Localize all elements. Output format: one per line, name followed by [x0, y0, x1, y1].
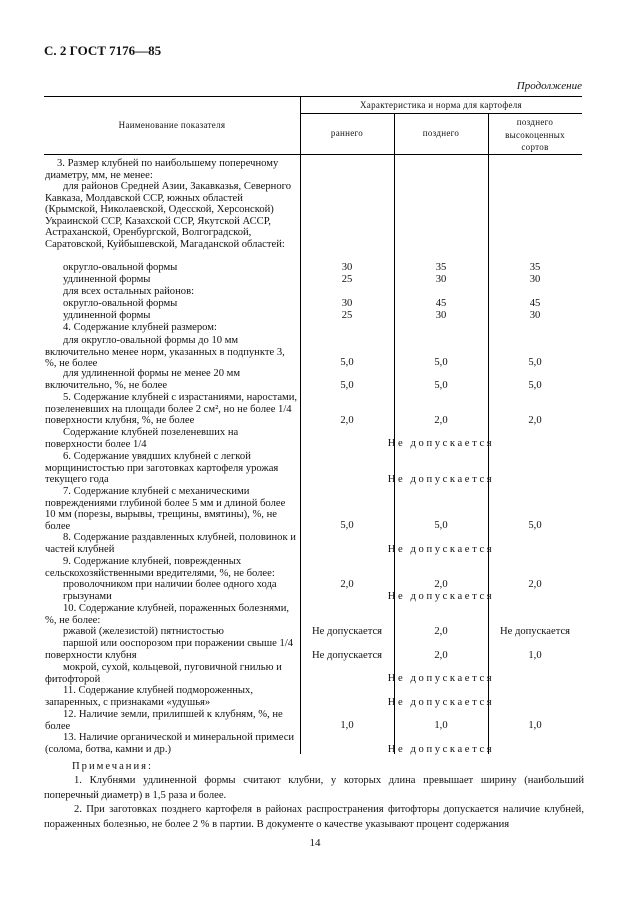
value-cell: Не допускается	[311, 650, 383, 661]
column-group-header: Характеристика и норма для картофеля	[360, 100, 522, 110]
row-4-heading: 4. Содержание клубней размером:	[63, 322, 217, 333]
row-13: 13. Наличие органической и минеральной примеси (солома, ботва, камни и др.)	[45, 732, 295, 755]
body-divider-1	[300, 154, 301, 754]
value-cell: 5,0	[528, 357, 542, 368]
value-cell: 2,0	[528, 415, 542, 426]
value-cell: 5,0	[528, 520, 542, 531]
not-allowed-span: Не допускается	[387, 438, 495, 449]
value-cell: 30	[435, 310, 447, 321]
note-1: 1. Клубнями удлиненной формы считают клубни, у которых длина превышает ширину (наибольший поперечный диаметр) в 1,5 раза и более.	[44, 775, 584, 801]
value-cell: 2,0	[434, 415, 448, 426]
value-cell: 2,0	[340, 579, 354, 590]
column-header-name: Наименование показателя	[118, 120, 226, 130]
row-8: 8. Содержание раздавленных клубней, половинок и частей клубней	[45, 532, 296, 555]
value-cell: 1,0	[528, 650, 542, 661]
row-9-wireworm: проволочником при наличии более одного хода	[63, 579, 277, 590]
note-2: 2. При заготовках позднего картофеля в районах распространения фитофторы допускается наличие клубней, пораженных болезнью, не более 2 % в партии. В документе о качестве указывают процент содержания	[44, 804, 584, 830]
value-cell: 2,0	[434, 650, 448, 661]
row-6: 6. Содержание увядших клубней с легкой морщинистостью при заготовках картофеля урожая текущего года	[45, 451, 279, 486]
value-cell: 2,0	[340, 415, 354, 426]
column-header-early: раннего	[330, 128, 364, 138]
row-10-rust: ржавой (железистой) пятнистостью	[63, 626, 224, 637]
value-cell: 30	[341, 298, 353, 309]
value-cell: 5,0	[340, 520, 354, 531]
value-cell: 30	[529, 274, 541, 285]
document-header: С. 2 ГОСТ 7176—85	[44, 43, 162, 58]
notes-heading: Примечания:	[72, 761, 153, 772]
value-cell: 30	[341, 262, 353, 273]
group-header-rule	[300, 113, 582, 114]
value-cell: 30	[435, 274, 447, 285]
row-3-regions: для районов Средней Азии, Закавказья, Северного Кавказа, Молдавской ССР, южных областей (Крымской, Николаевской, Одесской, Херсонской) Украинской ССР, Казахской ССР, Якутской АССР, Астраханской, Оренбургской, Волгоградской, Саратовской, Куйбышевской, Магаданской областей:	[45, 181, 292, 250]
row-5: 5. Содержание клубней с израстаниями, наростами, позеленевших на площади более 2 см², но не более 1/4 поверхности клубня, %, не более	[45, 392, 298, 427]
value-cell: 5,0	[340, 357, 354, 368]
value-cell: 5,0	[340, 380, 354, 391]
value-cell: 25	[341, 310, 353, 321]
body-divider-3	[488, 154, 489, 754]
row-10-rot: мокрой, сухой, кольцевой, пуговичной гнилью и фитофторой	[45, 662, 282, 685]
value-cell: 30	[529, 310, 541, 321]
not-allowed-span: Не допускается	[387, 744, 495, 755]
continuation-label: Продолжение	[516, 80, 582, 92]
row-12: 12. Наличие земли, прилипшей к клубням, %, не более	[45, 709, 283, 732]
row-10: 10. Содержание клубней, пораженных болезнями, %, не более:	[45, 603, 290, 626]
value-cell: 1,0	[434, 720, 448, 731]
row-round-oval: округло-овальной формы	[63, 262, 178, 273]
column-header-late-premium: позднего высокоценных сортов	[505, 117, 565, 152]
row-elongated-2: удлиненной формы	[63, 310, 151, 321]
row-4-round-oval: для округло-овальной формы до 10 мм включительно менее норм, указанных в подпункте 3, %, не более	[45, 335, 285, 370]
row-5-greened: Содержание клубней позеленевших на поверхности более 1/4	[45, 427, 239, 450]
not-allowed-span: Не допускается	[387, 544, 495, 555]
value-cell: 45	[435, 298, 447, 309]
row-10-scab: паршой или ооспорозом при поражении свыше 1/4 поверхности клубня	[45, 638, 294, 661]
value-cell: 5,0	[434, 520, 448, 531]
table-top-rule	[44, 96, 582, 97]
row-9-rodents: грызунами	[63, 591, 112, 602]
value-cell: 35	[529, 262, 541, 273]
value-cell: 5,0	[528, 380, 542, 391]
not-allowed-span: Не допускается	[387, 474, 495, 485]
value-cell: Не допускается	[311, 626, 383, 637]
value-cell: 2,0	[434, 579, 448, 590]
value-cell: 1,0	[340, 720, 354, 731]
row-7: 7. Содержание клубней с механическими повреждениями глубиной более 5 мм и длиной более 10 мм (порезы, вырывы, трещины, вмятины), %, не более	[45, 486, 286, 532]
row-3-heading: 3. Размер клубней по наибольшему поперечному диаметру, мм, не менее:	[45, 158, 279, 181]
value-cell: 45	[529, 298, 541, 309]
value-cell: 5,0	[434, 380, 448, 391]
not-allowed-span: Не допускается	[387, 591, 495, 602]
row-other-regions: для всех остальных районов:	[63, 286, 195, 297]
row-9: 9. Содержание клубней, поврежденных сельскохозяйственными вредителями, %, не более:	[45, 556, 275, 579]
row-11: 11. Содержание клубней подмороженных, запаренных, с признаками «удушья»	[45, 685, 253, 708]
column-header-late: позднего	[422, 128, 460, 138]
value-cell: 5,0	[434, 357, 448, 368]
value-cell: 25	[341, 274, 353, 285]
row-round-oval-2: округло-овальной формы	[63, 298, 178, 309]
row-4-elongated: для удлиненной формы не менее 20 мм включительно, %, не более	[45, 368, 241, 391]
value-cell: Не допускается	[499, 626, 571, 637]
page-number: 14	[309, 837, 321, 849]
value-cell: 35	[435, 262, 447, 273]
not-allowed-span: Не допускается	[387, 673, 495, 684]
table-head-bottom-rule	[44, 154, 582, 155]
row-elongated: удлиненной формы	[63, 274, 151, 285]
body-divider-2	[394, 154, 395, 754]
value-cell: 1,0	[528, 720, 542, 731]
value-cell: 2,0	[434, 626, 448, 637]
not-allowed-span: Не допускается	[387, 697, 495, 708]
value-cell: 2,0	[528, 579, 542, 590]
